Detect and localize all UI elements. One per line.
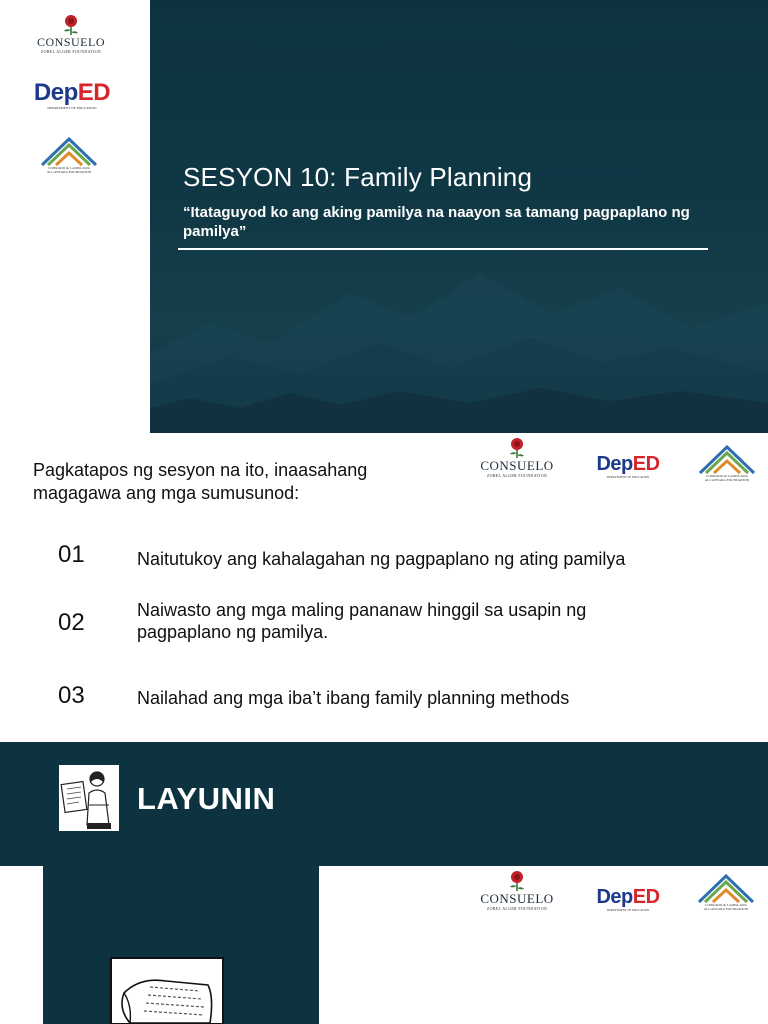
slide-objectives bbox=[0, 433, 768, 742]
mountain-roof-icon bbox=[40, 135, 98, 167]
deped-word-a: Dep bbox=[596, 886, 633, 908]
deped-logo bbox=[596, 453, 660, 479]
consuelo-logo bbox=[34, 14, 108, 54]
deped-word-a: Dep bbox=[596, 453, 633, 475]
woman-with-checklist-illustration bbox=[59, 765, 119, 831]
deped-logo bbox=[34, 80, 110, 110]
deped-word-b: ED bbox=[77, 79, 111, 106]
consuelo-name: CONSUELO bbox=[36, 35, 105, 49]
layunin-heading: LAYUNIN bbox=[137, 781, 276, 816]
logo-column bbox=[0, 0, 150, 433]
conrado-sub-1: CONRADO & LADISLAWA bbox=[705, 903, 747, 907]
rose-icon bbox=[507, 870, 527, 892]
consuelo-sub: ZOBEL ALGER FOUNDATION bbox=[486, 906, 548, 911]
mountain-roof-icon bbox=[698, 443, 756, 475]
deped-sub: DEPARTMENT OF EDUCATION bbox=[606, 908, 650, 912]
mountain-roof-icon bbox=[697, 872, 755, 904]
deped-wordmark bbox=[34, 80, 110, 106]
objective-text: Naiwasto ang mga maling pananaw hinggil sa usapin ng pagpaplano ng pamilya. bbox=[137, 600, 587, 642]
conrado-sub-2: ALCANTARA FOUNDATION bbox=[46, 169, 92, 174]
rose-icon bbox=[61, 14, 81, 36]
deped-word-b: ED bbox=[632, 886, 660, 908]
slide-next bbox=[0, 866, 768, 1024]
deped-word-b: ED bbox=[632, 453, 660, 475]
conrado-logo bbox=[38, 135, 100, 175]
conrado-sub-1: CONRADO & LADISLAWA bbox=[48, 166, 90, 170]
session-subtitle: “Itataguyod ko ang aking pamilya na naayon sa tamang pagpaplano ng pamilya” bbox=[183, 204, 690, 240]
objective-number: 01 bbox=[58, 541, 85, 568]
title-divider bbox=[178, 248, 708, 250]
deped-sub: DEPARTMENT OF EDUCATION bbox=[606, 475, 650, 479]
conrado-sub-2: ALCANTARA FOUNDATION bbox=[703, 906, 749, 911]
rose-icon bbox=[507, 437, 527, 459]
deped-sub: DEPARTMENT OF EDUCATION bbox=[47, 106, 97, 110]
consuelo-sub: ZOBEL ALGER FOUNDATION bbox=[40, 49, 102, 54]
deped-wordmark bbox=[596, 886, 659, 908]
consuelo-logo bbox=[476, 870, 558, 911]
deped-word-a: Dep bbox=[33, 79, 78, 106]
objective-number: 02 bbox=[58, 609, 85, 636]
consuelo-name: CONSUELO bbox=[480, 458, 554, 473]
objective-text: Nailahad ang mga iba’t ibang family planning methods bbox=[137, 688, 570, 708]
session-title: SESYON 10: Family Planning bbox=[183, 162, 533, 192]
conrado-sub-2: ALCANTARA FOUNDATION bbox=[704, 477, 750, 482]
conrado-logo bbox=[692, 872, 760, 912]
conrado-logo bbox=[694, 443, 760, 483]
deped-logo bbox=[596, 886, 660, 912]
objective-text: Naitutukoy ang kahalagahan ng pagpaplano ng ating pamilya bbox=[137, 549, 626, 569]
deped-wordmark bbox=[596, 453, 659, 475]
consuelo-logo bbox=[476, 437, 558, 478]
objectives-intro: Pagkatapos ng sesyon na ito, inaasahang magagawa ang mga sumusunod: bbox=[33, 460, 368, 503]
mountain-silhouette bbox=[150, 233, 768, 433]
slide-title bbox=[0, 0, 768, 433]
slide-layunin bbox=[0, 742, 768, 866]
document-illustration bbox=[110, 957, 224, 1024]
objective-number: 03 bbox=[58, 682, 85, 709]
consuelo-name: CONSUELO bbox=[480, 891, 554, 906]
consuelo-sub: ZOBEL ALGER FOUNDATION bbox=[486, 473, 548, 478]
conrado-sub-1: CONRADO & LADISLAWA bbox=[706, 474, 748, 478]
